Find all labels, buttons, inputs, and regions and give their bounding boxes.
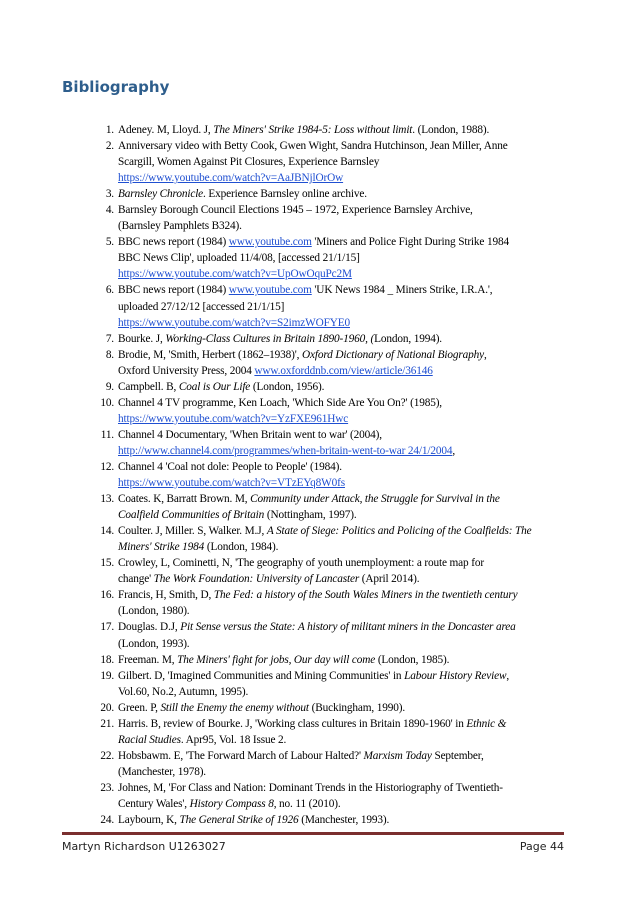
bibliography-entry xyxy=(72,619,572,651)
entry-italic-text: The Fed: a history of the South Wales Miners in the twentieth century xyxy=(213,589,518,602)
bibliography-entry xyxy=(72,812,572,828)
entry-text: BBC news report (1984) xyxy=(118,236,229,249)
bibliography-heading: Bibliography xyxy=(62,78,170,96)
entry-number: 23. xyxy=(100,781,114,794)
entry-text: (London, 1993). xyxy=(118,637,190,650)
bibliography-entry xyxy=(72,668,572,700)
bibliography-entry xyxy=(72,700,572,716)
entry-italic-text: Working-Class Cultures in Britain 1890-1960, ( xyxy=(165,332,375,345)
entry-line xyxy=(118,315,572,331)
entry-link[interactable]: https://www.youtube.com/watch?v=YzFXE961Hwc xyxy=(118,412,349,425)
entry-number: 13. xyxy=(100,493,114,506)
entry-number: 11. xyxy=(100,428,114,441)
entry-text: BBC news report (1984) xyxy=(118,284,229,297)
bibliography-entry xyxy=(72,331,572,347)
entry-text: Green. P, xyxy=(118,701,161,714)
entry-text: Oxford University Press, 2004 xyxy=(118,364,255,377)
bibliography-entry xyxy=(72,347,572,379)
entry-line xyxy=(118,636,572,652)
entry-number: 19. xyxy=(100,669,114,682)
entry-italic-text: Still the Enemy the enemy without xyxy=(160,701,309,714)
entry-italic-text: A State of Siege: Politics and Policing of the Coalfields: The xyxy=(266,525,532,538)
entry-text: (Barnsley Pamphlets B324). xyxy=(118,220,242,233)
entry-number: 24. xyxy=(100,814,114,827)
entry-text: Harris. B, review of Bourke. J, 'Working class cultures in Britain 1890-1960' in xyxy=(118,717,467,730)
entry-line xyxy=(118,122,572,138)
entry-line xyxy=(118,619,572,635)
footer-rule xyxy=(62,832,564,835)
entry-number: 14. xyxy=(100,525,114,538)
entry-line xyxy=(118,732,572,748)
entry-text: (April 2014). xyxy=(359,573,420,586)
entry-number: 2. xyxy=(105,140,114,153)
bibliography-entry xyxy=(72,587,572,619)
entry-line xyxy=(118,780,572,796)
entry-text: 'UK News 1984 _ Miners Strike, I.R.A.', xyxy=(311,284,493,297)
entry-italic-text: Racial Studies xyxy=(118,733,181,746)
entry-line xyxy=(118,587,572,603)
entry-line xyxy=(118,603,572,619)
entry-number: 6. xyxy=(105,284,114,297)
entry-text: Gilbert. D, 'Imagined Communities and Mining Communities' in xyxy=(118,669,405,682)
entry-text: London, 1994). xyxy=(374,332,442,345)
bibliography-entry xyxy=(72,652,572,668)
entry-italic-text: Coalfield Communities of Britain xyxy=(118,509,265,522)
entry-line xyxy=(118,684,572,700)
entry-line xyxy=(118,250,572,266)
entry-line xyxy=(118,299,572,315)
entry-text: Vol.60, No.2, Autumn, 1995). xyxy=(118,685,249,698)
footer-page-number: Page 44 xyxy=(519,840,564,853)
entry-number: 17. xyxy=(100,621,114,634)
entry-text: Laybourn, K, xyxy=(118,814,180,827)
entry-line xyxy=(118,491,572,507)
entry-text: , xyxy=(452,444,456,457)
entry-number: 18. xyxy=(100,653,114,666)
entry-text: (London, 1956). xyxy=(250,380,325,393)
bibliography-entry xyxy=(72,716,572,748)
entry-line xyxy=(118,363,572,379)
entry-line xyxy=(118,539,572,555)
entry-italic-text: Barnsley Chronicle xyxy=(118,188,204,201)
entry-link[interactable]: https://www.youtube.com/watch?v=S2imzWOFYE0 xyxy=(118,316,350,329)
entry-line xyxy=(118,186,572,202)
entry-text: Barnsley Borough Council Elections 1945 – 1972, Experience Barnsley Archive, xyxy=(118,204,473,217)
entry-line xyxy=(118,700,572,716)
bibliography-entry xyxy=(72,427,572,459)
entry-italic-text: Community under Attack, the Struggle for Survival in the xyxy=(250,493,500,506)
entry-italic-text: Ethnic & xyxy=(466,717,507,730)
entry-number: 3. xyxy=(105,188,114,201)
entry-text: (London, 1985). xyxy=(375,653,450,666)
bibliography-entry xyxy=(72,282,572,330)
entry-text: Channel 4 TV programme, Ken Loach, 'Which Side Are You On?' (1985), xyxy=(118,396,442,409)
entry-text: . (London, 1988). xyxy=(412,124,490,136)
entry-line xyxy=(118,282,572,298)
entry-text: change' xyxy=(118,573,154,586)
entry-number: 15. xyxy=(100,557,114,570)
entry-number: 1. xyxy=(105,124,114,136)
entry-text: September, xyxy=(431,749,484,762)
entry-text: (Nottingham, 1997). xyxy=(264,509,357,522)
entry-line xyxy=(118,475,572,491)
entry-italic-text: Miners' Strike 1984 xyxy=(118,541,205,554)
entry-text: Hobsbawm. E, 'The Forward March of Labour Halted?' xyxy=(118,749,364,762)
entry-line xyxy=(118,411,572,427)
entry-line xyxy=(118,796,572,812)
bibliography-entry xyxy=(72,186,572,202)
entry-number: 9. xyxy=(105,380,114,393)
entry-line xyxy=(118,443,572,459)
entry-number: 21. xyxy=(100,717,114,730)
entry-italic-text: The General Strike of 1926 xyxy=(179,814,299,827)
footer-author: Martyn Richardson U1263027 xyxy=(62,840,226,853)
entry-text: (Manchester, 1993). xyxy=(298,814,390,827)
entry-number: 22. xyxy=(100,749,114,762)
entry-line xyxy=(118,668,572,684)
entry-line xyxy=(118,154,572,170)
entry-italic-text: Pit Sense versus the State: A history of militant miners in the Doncaster area xyxy=(180,621,516,634)
entry-text: (Buckingham, 1990). xyxy=(308,701,406,714)
bibliography-entry xyxy=(72,459,572,491)
bibliography-entry xyxy=(72,780,572,812)
entry-italic-text: The Work Foundation: University of Lancaster xyxy=(153,573,360,586)
bibliography-entry xyxy=(72,122,572,138)
entry-text: Douglas. D.J, xyxy=(118,621,181,634)
entry-line xyxy=(118,812,572,828)
entry-text: . Experience Barnsley online archive. xyxy=(203,188,367,201)
entry-line xyxy=(118,395,572,411)
bibliography-entry xyxy=(72,234,572,282)
entry-italic-text: Coal is Our Life xyxy=(178,380,251,393)
entry-line xyxy=(118,266,572,282)
entry-line xyxy=(118,218,572,234)
entry-text: Anniversary video with Betty Cook, Gwen Wight, Sandra Hutchinson, Jean Miller, Anne xyxy=(118,140,508,153)
entry-number: 20. xyxy=(100,701,114,714)
entry-text: Channel 4 Documentary, 'When Britain went to war' (2004), xyxy=(118,428,382,441)
entry-text: Freeman. M, xyxy=(118,653,178,666)
entry-line xyxy=(118,652,572,668)
bibliography-entry xyxy=(72,379,572,395)
entry-number: 12. xyxy=(100,460,114,473)
entry-text: Campbell. B, xyxy=(118,380,179,393)
entry-number: 16. xyxy=(100,589,114,602)
entry-text: Scargill, Women Against Pit Closures, Experience Barnsley xyxy=(118,156,380,169)
bibliography-entry xyxy=(72,138,572,186)
entry-text: Coulter. J, Miller. S, Walker. M.J, xyxy=(118,525,267,538)
entry-text: 'Miners and Police Fight During Strike 1984 xyxy=(311,236,509,249)
entry-italic-text: The Miners' Strike 1984-5: Loss without limit xyxy=(213,124,413,136)
entry-link[interactable]: http://www.channel4.com/programmes/when-britain-went-to-war 24/1/2004 xyxy=(118,444,453,457)
entry-line xyxy=(118,764,572,780)
bibliography-entry xyxy=(72,748,572,780)
entry-number: 8. xyxy=(105,348,114,361)
entry-text: uploaded 27/12/12 [accessed 21/1/15] xyxy=(118,300,285,313)
entry-line xyxy=(118,347,572,363)
entry-number: 4. xyxy=(105,204,114,217)
entry-text: , no. 11 (2010). xyxy=(273,797,341,810)
entry-link[interactable]: https://www.youtube.com/watch?v=VTzEYq8W0fs xyxy=(118,477,345,490)
entry-text: Crowley, L, Cominetti, N, 'The geography of youth unemployment: a route map for xyxy=(118,557,484,570)
entry-text: Johnes, M, 'For Class and Nation: Dominant Trends in the Historiography of Twentieth- xyxy=(118,781,503,794)
entry-line xyxy=(118,571,572,587)
bibliography-entry xyxy=(72,202,572,234)
entry-link[interactable]: www.youtube.com xyxy=(228,284,312,297)
entry-text: (Manchester, 1978). xyxy=(118,765,206,778)
entry-text: Channel 4 'Coal not dole: People to People' (1984). xyxy=(118,460,342,473)
entry-line xyxy=(118,170,572,186)
entry-line xyxy=(118,459,572,475)
entry-line xyxy=(118,331,572,347)
bibliography-list xyxy=(72,122,572,828)
entry-link[interactable]: https://www.youtube.com/watch?v=UpOwOquPc2M xyxy=(118,268,352,281)
entry-line xyxy=(118,748,572,764)
entry-line xyxy=(118,379,572,395)
entry-link[interactable]: www.oxforddnb.com/view/article/36146 xyxy=(254,364,433,377)
entry-line xyxy=(118,427,572,443)
entry-text: Bourke. J, xyxy=(118,332,166,345)
entry-line xyxy=(118,716,572,732)
entry-text: Coates. K, Barratt Brown. M, xyxy=(118,493,251,506)
entry-line xyxy=(118,507,572,523)
entry-line xyxy=(118,234,572,250)
entry-text: (London, 1980). xyxy=(118,605,190,618)
entry-text: . Apr95, Vol. 18 Issue 2. xyxy=(180,733,287,746)
entry-italic-text: Marxism Today xyxy=(363,749,432,762)
entry-number: 7. xyxy=(105,332,114,345)
bibliography-entry xyxy=(72,491,572,523)
entry-number: 10. xyxy=(100,396,114,409)
entry-text: , xyxy=(506,669,510,682)
entry-text: BBC News Clip', uploaded 11/4/08, [accessed 21/1/15] xyxy=(118,252,360,265)
entry-line xyxy=(118,202,572,218)
entry-text: (London, 1984). xyxy=(204,541,279,554)
entry-text: Francis, H, Smith, D, xyxy=(118,589,214,602)
bibliography-entry xyxy=(72,555,572,587)
entry-link[interactable]: www.youtube.com xyxy=(228,236,312,249)
entry-italic-text: The Miners' fight for jobs, Our day will come xyxy=(177,653,376,666)
entry-text: Century Wales', xyxy=(118,797,190,810)
entry-italic-text: Oxford Dictionary of National Biography xyxy=(301,348,484,361)
entry-number: 5. xyxy=(105,236,114,249)
entry-italic-text: Labour History Review xyxy=(404,669,507,682)
bibliography-entry xyxy=(72,395,572,427)
entry-italic-text: History Compass 8 xyxy=(189,797,274,810)
entry-line xyxy=(118,138,572,154)
entry-line xyxy=(118,523,572,539)
entry-link[interactable]: https://www.youtube.com/watch?v=AaJBNjlOrOw xyxy=(118,172,344,185)
entry-text: Brodie, M, 'Smith, Herbert (1862–1938)', xyxy=(118,348,302,361)
entry-text: Adeney. M, Lloyd. J, xyxy=(118,124,214,136)
bibliography-entry xyxy=(72,523,572,555)
entry-line xyxy=(118,555,572,571)
entry-text: , xyxy=(483,348,487,361)
